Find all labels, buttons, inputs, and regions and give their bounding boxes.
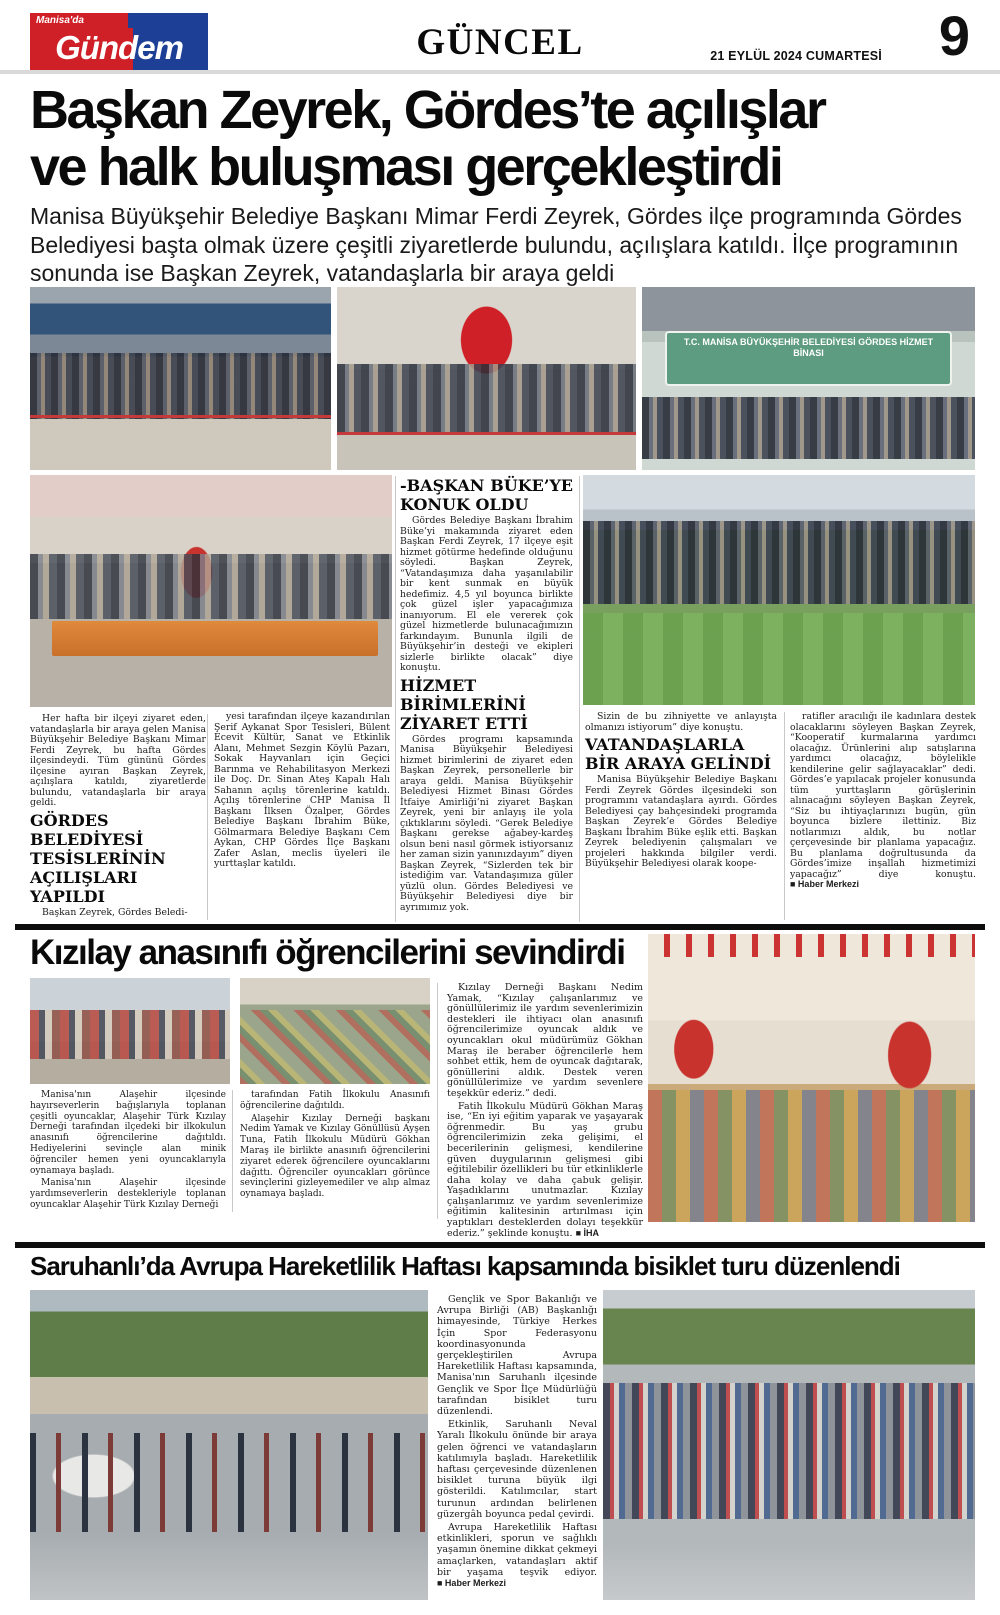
photo-ribbon-cutting-canopy xyxy=(30,287,331,470)
photo-classroom-toys-volunteers xyxy=(648,934,975,1222)
paragraph: Etkinlik, Saruhanlı Neval Yaralı İlkokulu önünde bir araya gelen öğrenci ve vatandaşların katılımıyla başladı. Hareketlilik haftası çerçevesinde düzenlenen bisiklet turuna büyük ilgi gösterildi. Katılımcılar, start turunun ardından belirlenen güzergâh boyunca pedal çevirdi. xyxy=(437,1419,597,1520)
section-divider xyxy=(15,1242,985,1248)
paragraph-text: Fatih İlkokulu Müdürü Gökhan Maraş ise, “En iyi eğitim yaparak ve yaşayarak öğrenmedir. Bu yaş grubu öğrencilerimizin zeka gelişimi, el becerilerinin gelişmesi, kendilerine güven duygularının gelişmesi gibi eğitilebilir özellikleri bu tür etkinliklerle daha kolay ve daha çabuk gelişir. Yaşadıklarını unutmazlar. Kızılay çalışanlarımız ve yardım sevenlerimize eğitimin kalitesinin artırılması için yaptıkları desteklerden dolayı teşekkür ederiz.” şeklinde konuştu. xyxy=(447,1100,643,1239)
article2-column-2 xyxy=(240,1090,430,1214)
subhead-vatandaslarla-gelindi: VATANDAŞLARLA BİR ARAYA GELİNDİ xyxy=(585,735,772,773)
page-number: 9 xyxy=(938,4,970,67)
credit-haber-merkezi: ■ Haber Merkezi xyxy=(437,1578,506,1589)
subhead-gordes-tesisleri: GÖRDES BELEDİYESİ TESİSLERİNİN AÇILIŞLARI YAPILDI xyxy=(30,810,166,906)
column-rule xyxy=(232,1090,233,1212)
article1-column-5 xyxy=(790,712,976,922)
paragraph xyxy=(437,1522,597,1589)
paragraph: Gençlik ve Spor Bakanlığı ve Avrupa Birliği (AB) Başkanlığı himayesinde, Türkiye Herkes İçin Spor Federasyonu koordinasyonunda gerçekleştirilen Avrupa Hareketlilik Haftası kapsamında, Manisa'nın Saruhanlı ilçesinde Gençlik ve Spor İlçe Müdürlüğü tarafından bisiklet turu düzenlendi. xyxy=(437,1294,597,1418)
article1-headline-line1: Başkan Zeyrek, Gördes’te açılışlar xyxy=(30,80,825,140)
paragraph: Her hafta bir ilçeyi ziyaret eden, vatandaşlarla bir araya gelen Manisa Büyükşehir Belediye Başkanı Mimar Ferdi Zeyrek, bu hafta Gördes ilçesindeydi. Tüm gününü Gördes ilçesine ayıran Başkan Zeyrek, açılışlara katıldı, ziyaretlerde bulundu, vatandaşlarla bir araya geldi. xyxy=(30,713,206,808)
column-rule xyxy=(207,714,208,920)
paragraph xyxy=(790,712,976,891)
column-rule xyxy=(784,712,785,920)
paragraph: Alaşehir Kızılay Derneği başkanı Nedim Yamak ve Kızılay Gönüllüsü Ayşen Tuna, Fatih İlkokulu Müdürü Gökhan Maraş ile birlikte anasınıfı öğrencilerini ziyaret ederek öğrencilere oyuncaklarını dağıttı. Öğrenciler oyuncakları görünce sevinçlerini gizleyemediler ve alıp almaz oynamaya başladı. xyxy=(240,1113,430,1200)
photo-bike-tour-crowd xyxy=(603,1290,975,1600)
paragraph-text: ratifler aracılığı ile kadınlara destek olacaklarını söyleyen Başkan Zeyrek, “Kooperatif kurmalarına yardımcı olacağız. Ürünlerini alıp satışlarına yardımcı olacağız, böylelikle kendilerine gelir sağlayacaklar” dedi. Gördes’e yapılacak projeler konusunda tüm yurttaşların görüşlerinin alınacağını söyleyen Başkan Zeyrek, “Siz bu ihtiyaçlarınızı bugün, gün boyunca bizlere ilettiniz. Biz notlarımızı aldık, bu notlar çerçevesinde bir planlama yapacağız. Bu planlama doğrultusunda da Gördes’imize inşallah hizmetimizi yapacağız” diye konuştu. xyxy=(790,711,976,880)
logo-title: Gündem xyxy=(30,28,208,70)
paragraph: Manisa Büyükşehir Belediye Başkanı Ferdi Zeyrek Gördes ilçesindeki son programını vatandaşlara ayırdı. Gördes Belediyesi çay bahçesindeki programda Başkan Zeyrek’e Gördes Belediye Başkanı İbrahim Büke eşlik etti. Başkan Zeyrek belediyenin çalışmaları ve projeleri hakkında bilgiler verdi. Büyükşehir Belediyesi olarak koope- xyxy=(585,774,777,869)
column-rule xyxy=(437,983,438,1219)
paragraph: Manisa'nın Alaşehir ilçesinde yardımseverlerin destekleriyle toplanan oyuncaklar Alaşehir Türk Kızılay Derneği xyxy=(30,1178,226,1210)
article1-lede: Manisa Büyükşehir Belediye Başkanı Mimar Ferdi Zeyrek, Gördes ilçe programında Gördes Belediyesi başta olmak üzere çeşitli ziyaretlerde bulundu, açılışlara katıldı. İlçe programının sonunda ise Başkan Zeyrek, vatandaşlarla bir araya geldi xyxy=(30,203,962,286)
article1-headline xyxy=(30,82,978,196)
article3-headline: Saruhanlı’da Avrupa Hareketlilik Haftası kapsamında bisiklet turu düzenlendi xyxy=(30,1251,900,1281)
photo-kizilay-volunteers-outdoors xyxy=(30,978,230,1084)
paragraph: Sizin de bu zihniyette ve anlayışta olmanızı istiyorum” diye konuştu. xyxy=(585,711,777,733)
section-divider xyxy=(15,924,985,930)
article1-headline-line2: ve halk buluşması gerçekleştirdi xyxy=(30,137,782,197)
article2-column-3 xyxy=(447,982,643,1239)
header-rule xyxy=(0,70,1000,74)
paragraph: Başkan Zeyrek, Gördes Beledi- xyxy=(42,906,188,918)
paragraph: tarafından Fatih İlkokulu Anasınıfı öğrencilerine dağıtıldı. xyxy=(240,1090,430,1111)
building-sign: T.C. MANİSA BÜYÜKŞEHİR BELEDİYESİ GÖRDES HİZMET BİNASI xyxy=(665,331,951,386)
article2-column-1 xyxy=(30,1090,226,1214)
article1-column-3 xyxy=(400,476,573,922)
photo-cyclists-street xyxy=(30,1290,428,1600)
article1-column-1 xyxy=(30,714,206,922)
paragraph: Gördes programı kapsamında Manisa Büyükşehir Belediyesi hizmet birimlerini de ziyaret eden Başkan Zeyrek, personellerle bir araya geldi. Manisa Büyükşehir Belediyesi Hizmet Binası Gördes İtfaiye Amirliği’ni ziyaret Başkan Zeyrek, yeni bir anlayış ile yola çıktıklarını söyledi. “Gerek Belediye Başkanı gerekse ağabey-kardeş olsun beni nasıl görmek istiyorsanız her zaman sizin yanınızdayım” diyen Başkan Zeyrek, “Sizlerden tek bir istediğim var. Vatandaşımıza güler yüzlü olun. Gördes Belediyesi ve Büyükşehir Belediyesi diye bir ayrımımız yok. xyxy=(400,733,573,913)
paragraph-text: Avrupa Hareketlilik Haftası etkinlikleri, sporun ve sağlıklı yaşamın önemine dikkat çekmeyi amaçlarken, vatandaşları aktif bir yaşama teşvik ediyor. xyxy=(437,1522,597,1578)
paragraph: Kızılay Derneği Başkanı Nedim Yamak, “Kızılay çalışanlarımız ve gönüllülerimiz ile yardım sevenlerimizin destekleri ile ihtiyacı olan anasınıfı öğrencilerimize oyuncak aldık ve oyuncakları okul müdürümüz Gökhan Maraş ile beraber öğrencilerle hem sohbet ettik, hem de oyuncak dağıtarak, gönüllerini aldık. Destek veren gönüllülerimize ve yardım sevenlere teşekkür ederiz.” dedi. xyxy=(447,982,643,1099)
credit-iha: ■ İHA xyxy=(575,1227,599,1238)
subhead-baskan-bukeye-konuk: -BAŞKAN BÜKE’YE KONUK OLDU xyxy=(400,476,573,514)
paragraph: Manisa'nın Alaşehir ilçesinde hayırseverlerin bağışlarıyla toplanan çeşitli oyuncaklar, Alaşehir Türk Kızılay Derneği tarafından ilçedeki bir ilkokulun anasınıfı öğrencilerine dağıtıldı. Hediyelerini sevinçle alan minik öğrenciler hemen yeni oyuncaklarıyla oynamaya başladı. xyxy=(30,1090,226,1176)
credit-haber-merkezi: ■ Haber Merkezi xyxy=(790,879,859,889)
article3-column xyxy=(437,1294,597,1600)
column-rule xyxy=(579,476,580,922)
photo-public-meeting-table xyxy=(30,475,392,707)
article1-column-4 xyxy=(585,712,777,922)
photo-crowd-astroturf-field xyxy=(583,475,975,705)
photo-ribbon-cutting-flag xyxy=(337,287,636,470)
photo-group-service-building xyxy=(642,287,975,470)
column-rule xyxy=(395,476,396,922)
paragraph xyxy=(447,1102,643,1240)
logo-tagline: Manisa'da xyxy=(30,13,208,28)
article2-headline: Kızılay anasınıfı öğrencilerini sevindirdi xyxy=(30,933,625,972)
section-title: GÜNCEL xyxy=(416,22,584,63)
paragraph: yesi tarafından ilçeye kazandırılan Şerif Aykanat Spor Tesisleri, Bülent Ecevit Kültür, Sanat ve Etkinlik Alanı, Mehmet Sezgin Köylü Pazarı, Sokak Hayvanları için Geçici Barınma ve Rehabilitasyon Merkezi ile Doç. Dr. Sinan Ateş Kapalı Halı Sahanın açılış törenlerine katıldı. Açılış törenlerine CHP Manisa İl Başkanı İlksen Özalper, Gördes Belediye Başkanı İbrahim Büke, Gölmarmara Belediye Başkanı Cem Aykan, CHP Gördes İlçe Başkanı Zafer Aslan, meclis üyeleri ile yurttaşlar katıldı. xyxy=(214,711,390,869)
photo-children-playing-carpet xyxy=(240,978,430,1084)
issue-date: 21 EYLÜL 2024 CUMARTESİ xyxy=(710,49,882,63)
subhead-hizmet-birimleri: HİZMET BİRİMLERİNİ ZİYARET ETTİ xyxy=(400,675,528,733)
article1-column-2 xyxy=(214,712,390,922)
paragraph: Gördes Belediye Başkanı İbrahim Büke’yi makamında ziyaret eden Başkan Ferdi Zeyrek, 17 ilçeye eşit hizmet götürme hedefinde olduğunu söyledi. Başkan Zeyrek, “Vatandaşımıza daha yaşanılabilir bir kent sunmak en büyük hedefimiz. 4,5 yıl boyunca birlikte çok güzel işler yapacağımıza inanıyorum. El ele vererek çok güzel hizmetlerde bulunacağımızın farkındayım. Bununla ilgili de Büyükşehir’in desteği ve ekipleri sizlerle birlikte olacak” diye konuştu. xyxy=(400,515,573,673)
